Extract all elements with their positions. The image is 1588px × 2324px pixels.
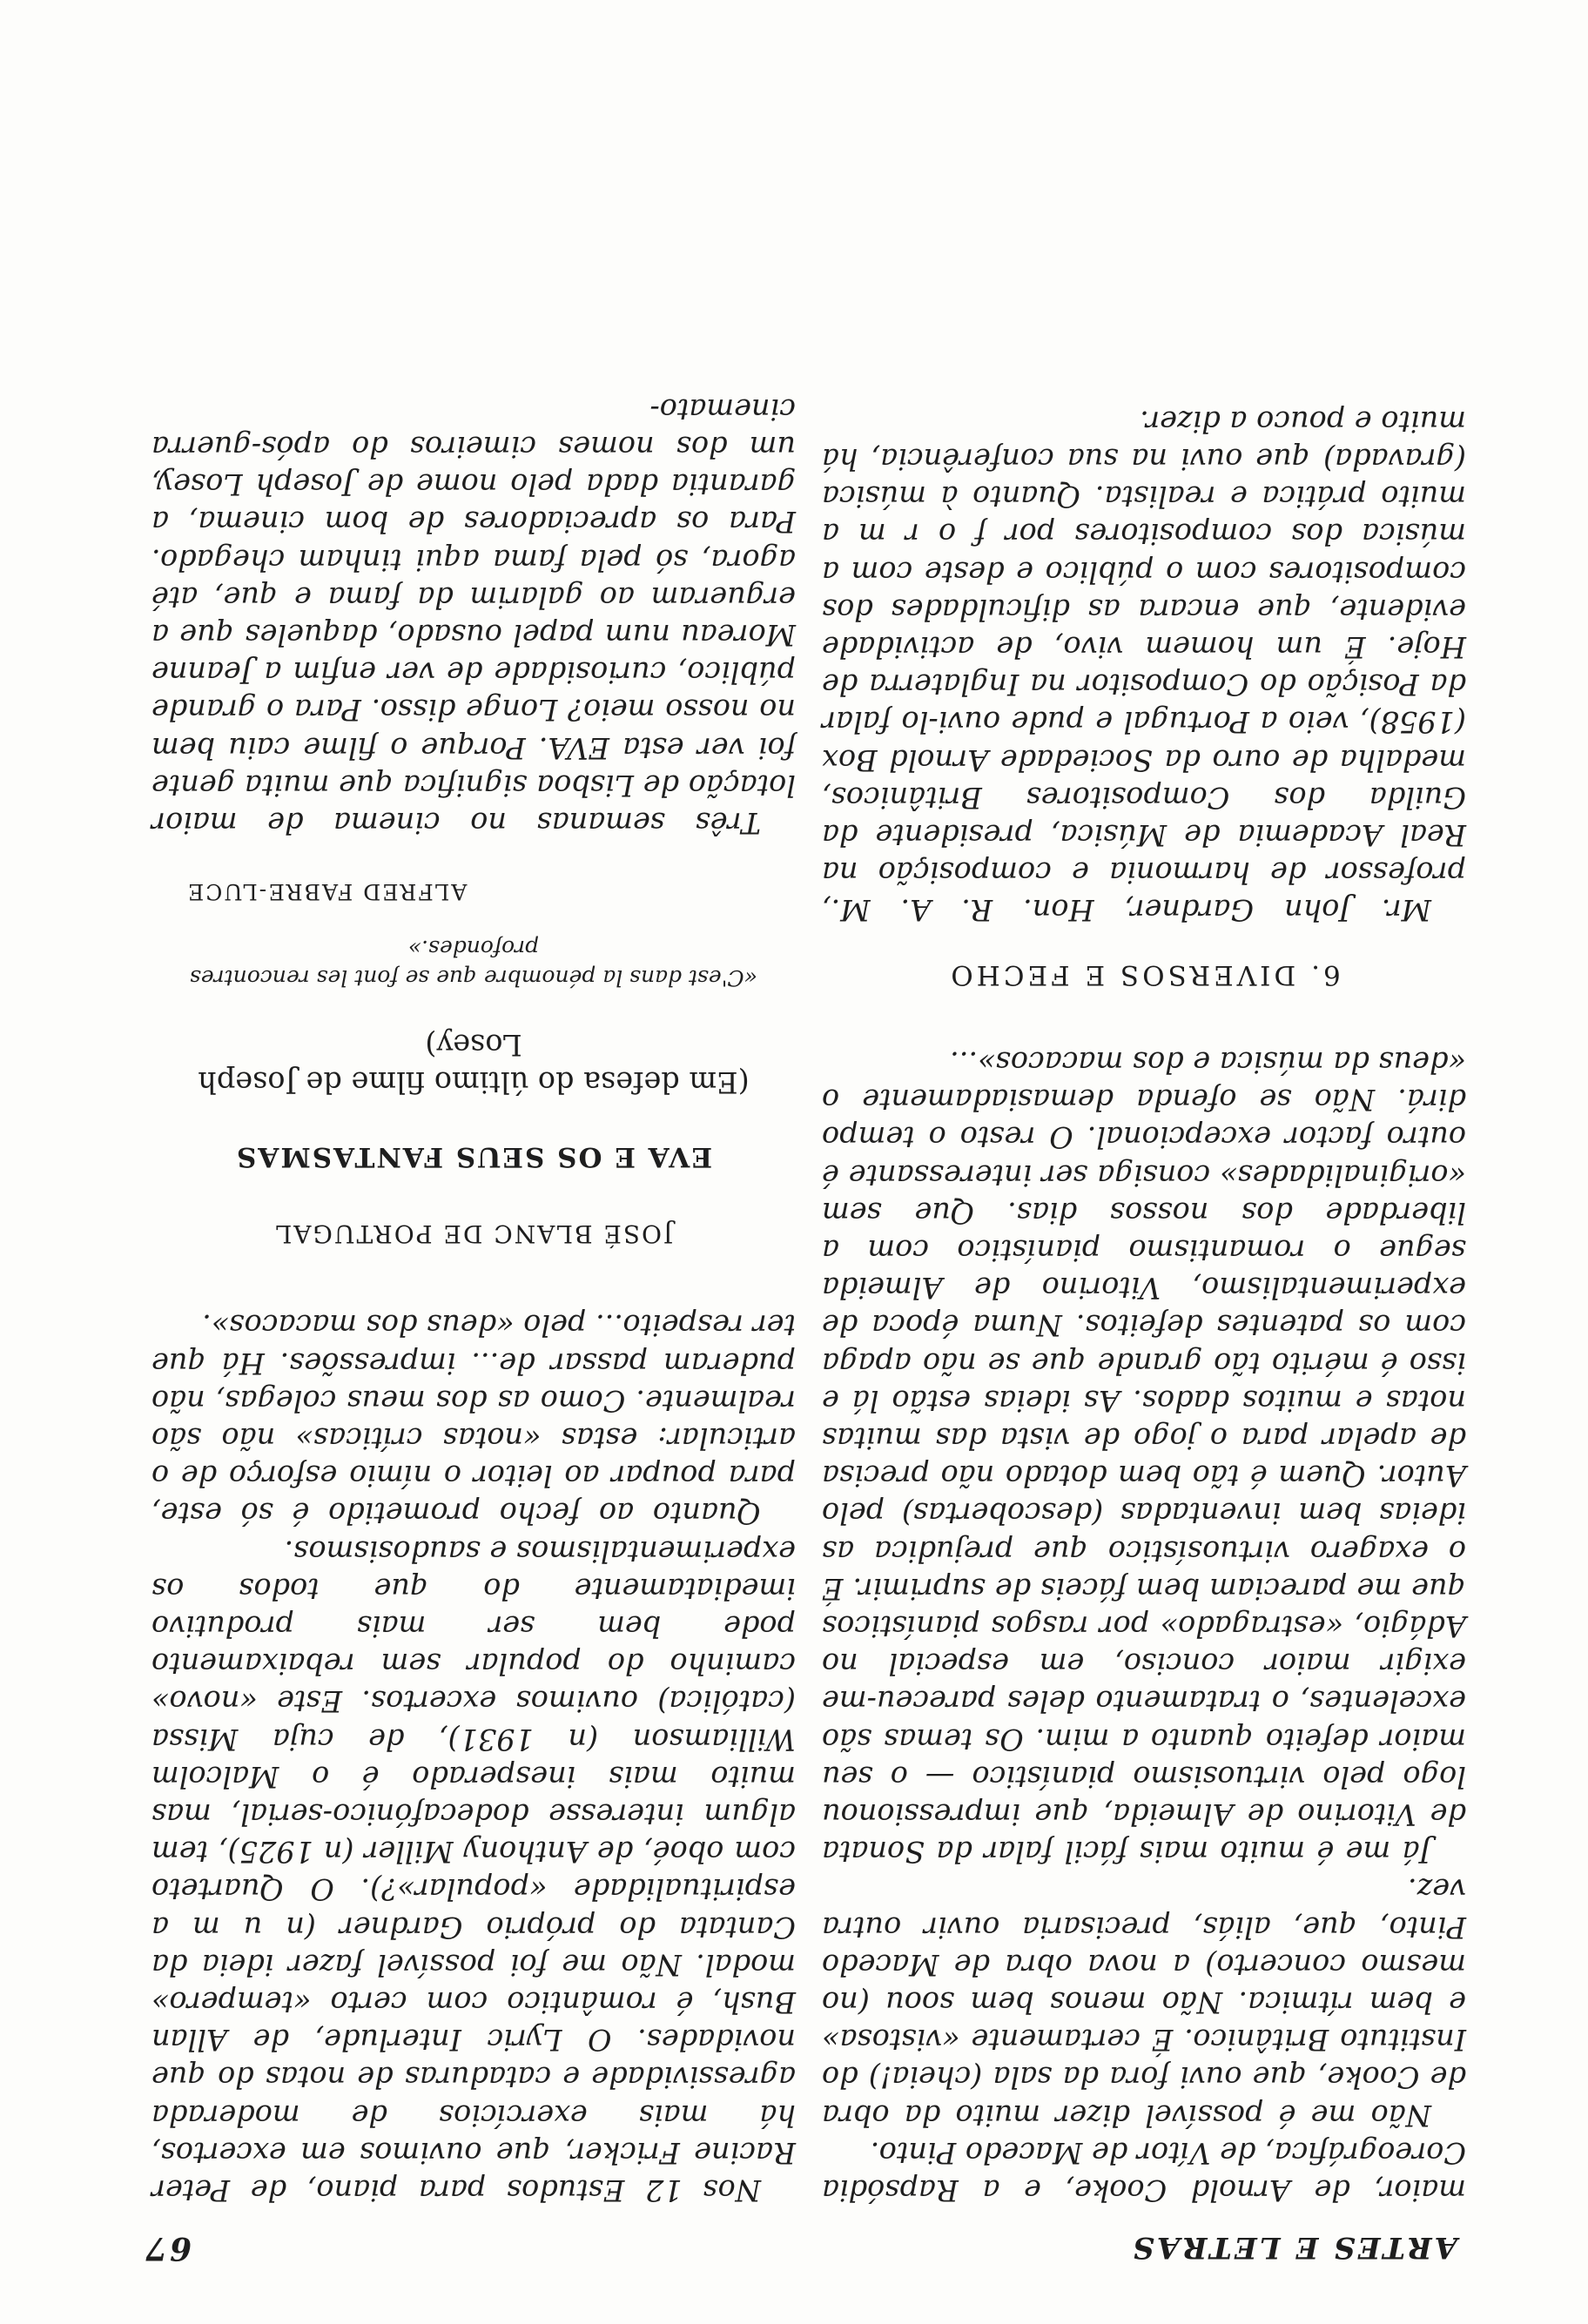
- paragraph: Nos 12 Estudos para piano, de Peter Racine Fricker, que ouvimos em excertos, há mais exercícios de moderada agressividade e cataduras de notas do que novidades. O Lyric Interlude, de Allan Bush, é romântico com certo «tempero» modal. Não me foi possível fazer ideia da Cantata do próprio Gardner (n u m a espiritualidade «popular»?). O Quarteto com oboé, de Anthony Miller (n 1925), tem algum interesse dodecafónico-serial, mas muito mais inesperado é o Malcolm Williamson (n 1931), de cuja Missa (católica) ouvimos excertos. Este «novo» caminho do popular sem rebaixamento pode bem ser mais produtivo imediatamente do que todos os experimentalismos e saudosismos.: [151, 1534, 796, 2207]
- page-number: 67: [143, 2230, 192, 2267]
- left-column: [822, 403, 1466, 2209]
- paragraph: Quanto ao fecho prometido é só este, para poupar ao leitor o nímio esforço de o articular: estas «notas críticas» não são realmente. Como as dos meus colegas, não puderam passar de... impressões. Há que ter respeito... pelo «deus dos macacos».: [151, 1308, 796, 1531]
- article-title: EVA E OS SEUS FANTASMAS: [234, 1140, 713, 1172]
- section-title: ARTES E LETRAS: [1130, 2230, 1457, 2265]
- running-head: [143, 2230, 1457, 2267]
- paragraph: Já me é muito mais fácil falar da Sonata de Vitorino de Almeida, que impressionou logo pelo virtuosismo pianístico — o seu maior defeito quanto a mim. Os temas são excelentes, o tratamento deles pareceu-me exigir maior conciso, em especial no Adágio, «estragado» por rasgos pianísticos que me pareciam bem fáceis de suprimir. É o exagero virtuosístico que prejudica as ideias bem inventadas (descobertas) pelo Autor. Quem é tão bem dotado não precisa de apelar para o jogo de vista das muitas notas e muitos dados. As ideias estão lá e isso é mérito tão grande que se não apaga com os patentes defeitos. Numa época de experimentalismo, Vitorino de Almeida segue o romantismo pianístico com a liberdade dos nossos dias. Que sem «originalidades» consiga ser interessante é outro factor excepcional. O resto o tempo dirá. Não se ofenda demasiadamente o «deus da música e dos macacos»...: [822, 1044, 1466, 1870]
- paragraph: Não me é possível dizer muito da obra de Cooke, que ouvi fora da sala (cheia!) do Instituto Britânico. É certamente «vistosa» e bem rítmica. Não menos bem soou (no mesmo concerto) a nova obra de Macedo Pinto, que, aliás, precisaria ouvir outra vez.: [822, 1872, 1466, 2133]
- paragraph: maior, de Arnold Cooke, e a Rapsódia Coreográfica, de Vítor de Macedo Pinto.: [822, 2135, 1466, 2207]
- section-heading: 6. DIVERSOS E FECHO: [947, 958, 1341, 991]
- epigraph: «C'est dans la pénombre que se font les rencontres profondes.»: [190, 936, 757, 991]
- article-author: JOSÉ BLANC DE PORTUGAL: [273, 1219, 674, 1249]
- epigraph-author: ALFRED FABRE-LUCE: [186, 879, 468, 905]
- article-subtitle: (Em defesa do último filme de Joseph Losey): [198, 1027, 750, 1099]
- paragraph: Três semanas no cinema de maior lotação de Lisboa significa que muita gente foi ver esta EVA. Porque o filme caiu bem no nosso meio? Longe disso. Para o grande público, curiosidade de ver enfim a Jeanne Moreau num papel ousado, daqueles que a ergueram ao galarim da fama e que, até agora, só pela fama aqui tinham chegado. Para os apreciadores de bom cinema, a garantia dada pelo nome de Joseph Losey, um dos nomes cimeiros do após-guerra cinemato-: [151, 392, 796, 841]
- paragraph: Mr. John Gardner, Hon. R. A. M., professor de harmonia e composição na Real Academia de Música, presidente da Guilda dos Compositores Britânicos, medalha de ouro da Sociedade Arnold Box (1958), veio a Portugal e pude ouvi-lo falar da Posição do Compositor na Inglaterra de Hoje. É um homem vivo, de actividade evidente, que encara as dificuldades dos compositores com o público e deste com a música dos compositores por f o r m a muito prática e realista. Quanto à música (gravada) que ouvi na sua conferência, há muito e pouco a dizer.: [822, 404, 1466, 928]
- right-column: [151, 391, 796, 2209]
